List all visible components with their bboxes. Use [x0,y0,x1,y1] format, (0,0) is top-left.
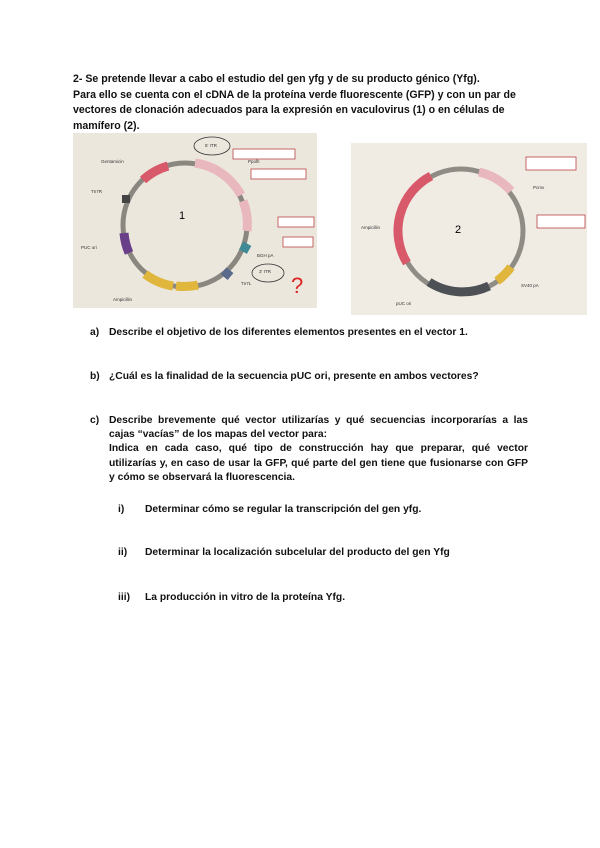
label-gentamicin: Gentamicin [101,159,124,164]
label-ampicillin: Ampicillin [361,225,381,230]
label-ampicillin: Ampicillin [113,297,133,302]
label-tn7r: Tn7R [91,189,103,194]
label-5-itr: 5' ITR [205,143,217,148]
subitem-i [118,504,421,515]
label-sv40-pa: SV40 pA [521,283,539,288]
label-pcmv: Pcmv [533,185,545,190]
label-tn7l: Tn7L [241,281,252,286]
question-text: Describe brevemente qué vector utilizarías y qué secuencias incorporarías a las cajas “vacías” de los mapas del vector para: [109,415,528,441]
subitem-text: Determinar cómo se regular la transcripción del gen yfg. [145,504,422,515]
vector-2-number: 2 [455,224,462,236]
intro-text: Para ello se cuenta con el cDNA de la proteína verde fluorescente (GFP) y con un par de vectores de clonación adecuados para la expresión en vaculovirus (1) o en células de mamífero (2). [73,88,516,132]
svg-text:?: ? [291,273,304,298]
subitem-marker: ii) [118,547,128,558]
puc-ori-arc [124,233,129,253]
label-puc-ori: pUC ori [396,301,412,306]
subitem-marker: i) [118,504,125,515]
subitem-marker: iii) [118,592,131,603]
vector-2-map-image [351,143,587,315]
subitem-text: La producción in vitro de la proteína Yfg. [145,592,346,603]
label-3-itr: 3' ITR [259,269,271,274]
question-detail: Indica en cada caso, qué tipo de construcción hay que preparar, qué vector utilizarías y, en caso de usar la GFP, qué parte del gen tiene que fusionarse con GFP y cómo se observará la fluorescencia. [109,443,528,483]
vector-1-number: 1 [179,210,186,222]
question-marker: c) [90,415,100,426]
label-ppolh: Ppolh [248,159,260,164]
question-text: Describe el objetivo de los diferentes elementos presentes en el vector 1. [109,327,468,338]
question-c [90,414,528,485]
question-text: ¿Cuál es la finalidad de la secuencia pUC ori, presente en ambos vectores? [109,371,479,382]
subitem-text: Determinar la localización subcelular del producto del gen Yfg [145,547,450,558]
question-a [90,326,528,340]
subitem-ii [118,547,450,558]
question-marker: b) [90,371,100,382]
question-intro [73,72,535,134]
question-marker: a) [90,327,100,338]
intro-title: 2- Se pretende llevar a cabo el estudio del gen yfg y de su producto génico (Yfg). [73,73,480,85]
vector-1-map-image [73,133,317,308]
subitem-iii [118,592,345,603]
label-bgh-pa: BGH pA [257,253,274,258]
question-b [90,370,528,384]
label-puc-ori: PUC ori [81,245,97,250]
